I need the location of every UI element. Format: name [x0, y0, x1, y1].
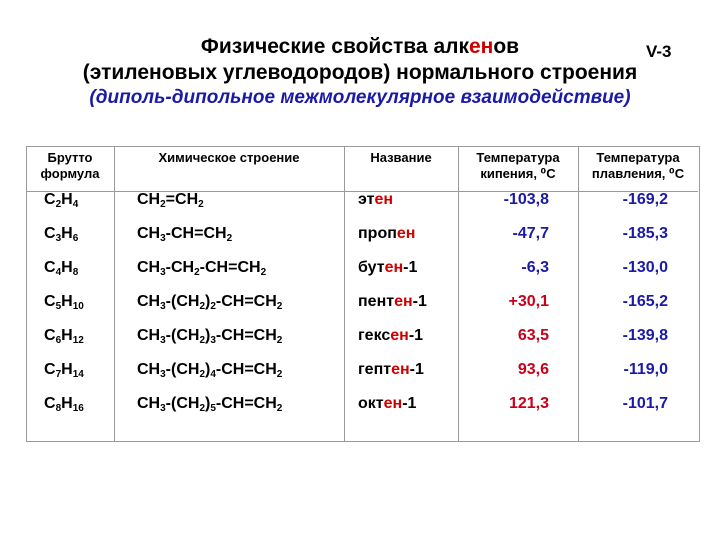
melting-point: -139,8: [622, 327, 668, 344]
formula-text: -CH=CH: [199, 259, 261, 276]
formula-text: -(CH: [165, 361, 200, 378]
subscript: 6: [55, 335, 62, 346]
formula-text: CH: [137, 293, 161, 310]
compound-name: [358, 225, 415, 243]
formula-text: CH: [137, 327, 161, 344]
name-locant: -1: [403, 259, 418, 276]
name-suffix: ен: [384, 259, 404, 276]
formula-text: C: [44, 395, 56, 412]
molecular-formula: [44, 191, 78, 209]
boiling-point: -47,7: [512, 225, 549, 242]
formula-text: ): [205, 293, 211, 310]
subscript: 2: [260, 267, 267, 278]
formula-text: C: [44, 293, 56, 310]
compound-name: [358, 293, 427, 311]
formula-text: -CH=CH: [215, 327, 277, 344]
formula-text: CH: [137, 395, 161, 412]
subscript: 2: [210, 301, 216, 312]
name-suffix: ен: [396, 225, 416, 242]
subscript: 2: [276, 369, 283, 380]
subscript: 3: [160, 369, 166, 380]
name-suffix: ен: [391, 361, 410, 378]
melting-point: -130,0: [622, 259, 668, 276]
subscript: 2: [160, 199, 166, 210]
name-stem: окт: [358, 395, 384, 412]
boiling-point: -103,8: [503, 191, 549, 208]
formula-text: -CH=CH: [215, 395, 277, 412]
formula-text: C: [44, 259, 56, 276]
compound-name: [358, 259, 417, 277]
formula-text: -(CH: [165, 395, 200, 412]
structural-formula: [137, 395, 282, 413]
formula-text: H: [61, 293, 73, 310]
compound-name: [358, 327, 423, 345]
name-suffix: ен: [383, 395, 403, 412]
formula-text: CH: [137, 259, 161, 276]
formula-text: ): [205, 361, 211, 378]
name-locant: -1: [402, 395, 417, 412]
formula-text: CH: [137, 361, 161, 378]
formula-text: ): [205, 327, 211, 344]
subscript: 2: [199, 301, 205, 312]
boiling-point: -6,3: [521, 259, 549, 276]
subscript: 3: [55, 233, 62, 244]
molecular-formula: [44, 395, 84, 413]
subscript: 3: [160, 233, 166, 244]
formula-text: C: [44, 225, 56, 242]
subscript: 2: [226, 233, 233, 244]
name-locant: -1: [409, 361, 424, 378]
formula-text: -CH=CH: [215, 293, 277, 310]
formula-text: -CH=CH: [215, 361, 277, 378]
name-locant: -1: [408, 327, 424, 344]
formula-text: -CH=CH: [165, 225, 227, 242]
formula-text: H: [61, 225, 73, 242]
formula-text: ): [205, 395, 211, 412]
subscript: 2: [194, 267, 200, 278]
formula-text: H: [61, 327, 73, 344]
slide-number: V-3: [646, 42, 672, 61]
structural-formula: [137, 361, 282, 379]
header-melting: Температура плавления, ⁰С: [591, 150, 685, 181]
boiling-point: 121,3: [508, 395, 549, 412]
subscript: 4: [55, 267, 62, 278]
subscript: 2: [276, 403, 283, 414]
subscript: 3: [160, 267, 166, 278]
subscript: 7: [55, 369, 62, 380]
molecular-formula: [44, 293, 84, 311]
boiling-point: 93,6: [517, 361, 549, 378]
subscript: 8: [55, 403, 62, 414]
subscript: 2: [55, 199, 62, 210]
header-name: Название: [370, 150, 432, 165]
subscript: 2: [276, 335, 283, 346]
name-stem: бут: [358, 259, 385, 276]
molecular-formula: [44, 225, 78, 243]
structural-formula: [137, 259, 266, 277]
structural-formula: [137, 225, 232, 243]
formula-text: CH: [137, 191, 161, 208]
melting-point: -185,3: [622, 225, 668, 242]
subscript: 2: [276, 301, 283, 312]
compound-name: [358, 395, 416, 413]
header-structure: Химическое строение: [158, 150, 300, 165]
molecular-formula: [44, 259, 78, 277]
subscript: 14: [72, 369, 84, 380]
melting-point: -119,0: [623, 361, 668, 378]
subscript: 5: [55, 301, 62, 312]
formula-text: -(CH: [165, 327, 200, 344]
subscript: 2: [198, 199, 204, 210]
title-line-1: Физические свойства алкенов: [200, 35, 520, 58]
molecular-formula: [44, 361, 84, 379]
melting-point: -165,2: [622, 293, 668, 310]
formula-text: C: [44, 361, 56, 378]
subscript: 3: [160, 403, 166, 414]
name-suffix: ен: [374, 191, 394, 208]
title-line-3: (диполь-дипольное межмолекулярное взаимодействие): [89, 87, 631, 108]
name-stem: эт: [358, 191, 375, 208]
subscript: 2: [199, 369, 205, 380]
header-formula: Брутто формула: [40, 150, 100, 181]
subscript: 2: [199, 403, 205, 414]
subscript: 5: [210, 403, 216, 414]
name-stem: пент: [358, 293, 395, 310]
formula-text: H: [61, 361, 73, 378]
subscript: 10: [72, 301, 84, 312]
formula-text: H: [61, 259, 73, 276]
compound-name: [358, 191, 393, 209]
formula-text: =CH: [165, 191, 199, 208]
subscript: 3: [160, 301, 166, 312]
formula-text: -(CH: [165, 293, 200, 310]
formula-text: C: [44, 191, 56, 208]
structural-formula: [137, 293, 282, 311]
name-stem: гепт: [358, 361, 392, 378]
structural-formula: [137, 327, 282, 345]
compound-name: [358, 361, 424, 379]
formula-text: CH: [137, 225, 161, 242]
header-boiling: Температура кипения, ⁰С: [476, 150, 560, 181]
formula-text: C: [44, 327, 56, 344]
subscript: 4: [210, 369, 216, 380]
subscript: 6: [72, 233, 79, 244]
title-line-2: (этиленовых углеводородов) нормального строения: [82, 61, 638, 84]
subscript: 2: [199, 335, 205, 346]
subscript: 4: [72, 199, 79, 210]
formula-text: H: [61, 191, 73, 208]
subscript: 16: [72, 403, 84, 414]
name-stem: гекс: [358, 327, 391, 344]
subscript: 8: [72, 267, 79, 278]
name-suffix: ен: [390, 327, 409, 344]
slide-title: [0, 34, 720, 110]
name-stem: проп: [358, 225, 397, 242]
formula-text: -CH: [165, 259, 195, 276]
melting-point: -169,2: [622, 191, 668, 208]
subscript: 3: [210, 335, 216, 346]
subscript: 12: [72, 335, 84, 346]
melting-point: -101,7: [622, 395, 668, 412]
molecular-formula: [44, 327, 84, 345]
subscript: 3: [160, 335, 166, 346]
structural-formula: [137, 191, 204, 209]
name-locant: -1: [412, 293, 427, 310]
formula-text: H: [61, 395, 73, 412]
boiling-point: +30,1: [508, 293, 549, 310]
boiling-point: 63,5: [517, 327, 549, 344]
name-suffix: ен: [394, 293, 413, 310]
